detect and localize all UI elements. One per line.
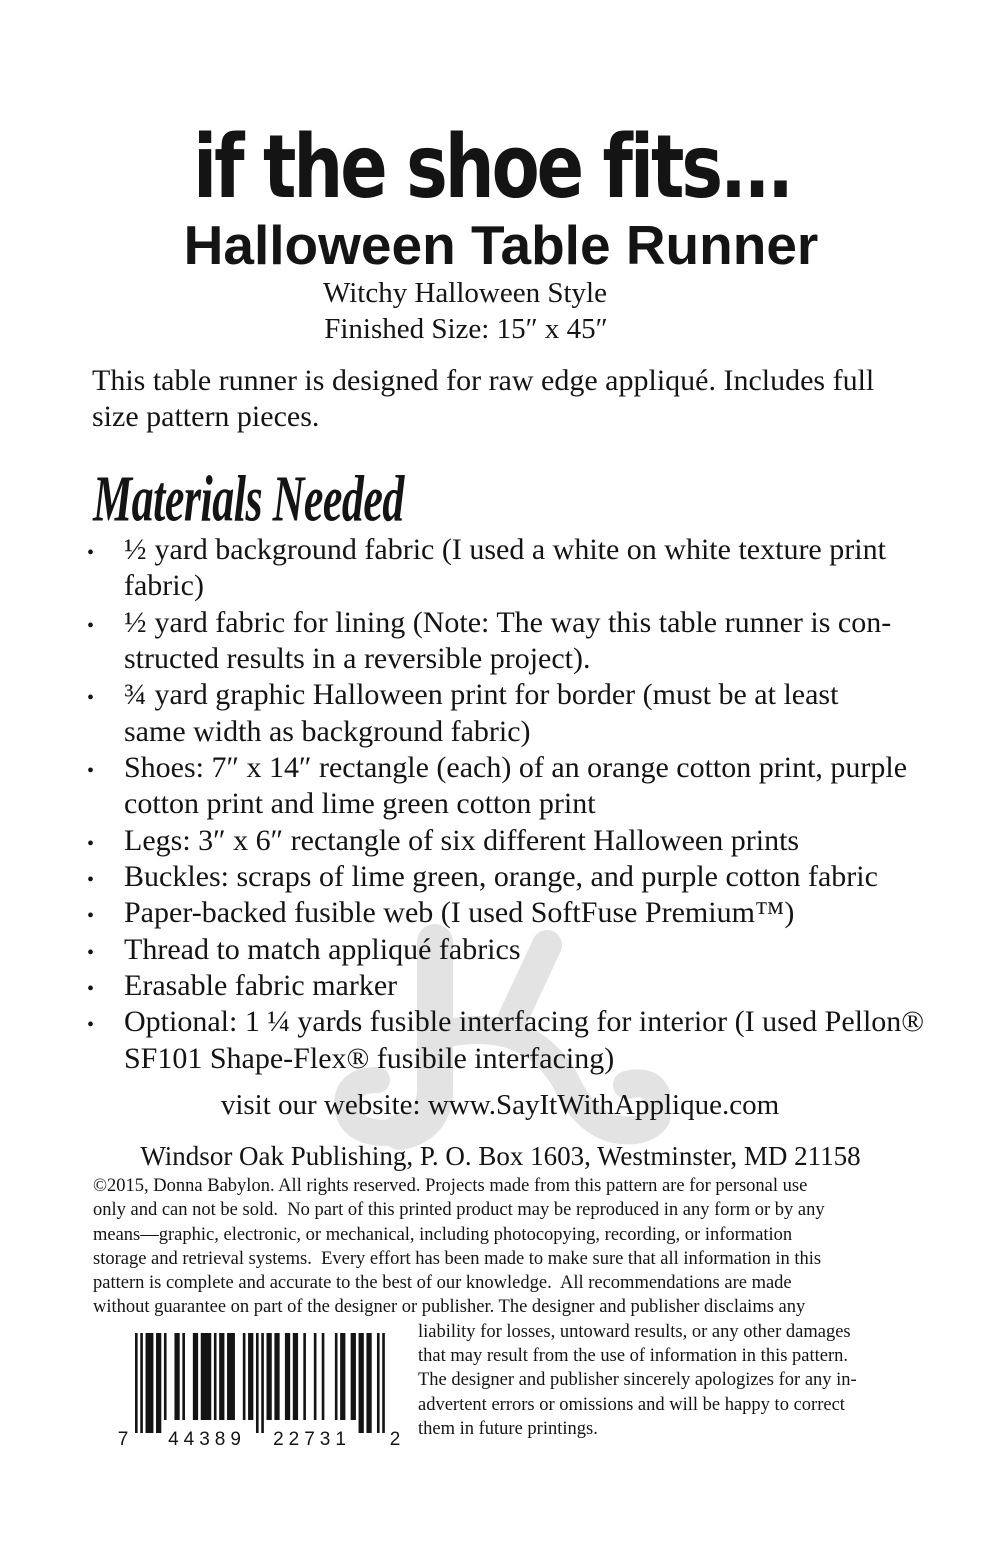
item-line: Thread to match appliqué fabrics xyxy=(124,932,521,966)
item-line: SF101 Shape-Flex® fusibile interfacing) xyxy=(124,1041,615,1075)
materials-item xyxy=(0,750,1000,823)
item-line: Shoes: 7″ x 14″ rectangle (each) of an orange cotton print, purple xyxy=(124,751,908,785)
barcode-bar xyxy=(267,1333,272,1420)
materials-item xyxy=(0,859,1000,895)
barcode-bar xyxy=(248,1333,253,1420)
barcode-bar xyxy=(382,1333,385,1433)
barcode-bar xyxy=(322,1333,325,1420)
barcode-bar xyxy=(214,1333,217,1420)
barcode-bar xyxy=(314,1333,317,1420)
barcode-bar xyxy=(174,1333,179,1420)
bullet-dot: • xyxy=(87,832,95,855)
materials-list xyxy=(0,532,1000,1077)
style-line: Witchy Halloween Style xyxy=(323,277,607,309)
item-line: fabric) xyxy=(124,569,204,603)
bullet-dot: • xyxy=(87,869,95,892)
publisher-address: Windsor Oak Publishing, P. O. Box 1603, Westminster, MD 21158 xyxy=(140,1141,861,1171)
barcode-bar xyxy=(351,1333,356,1420)
barcode-bar xyxy=(285,1333,290,1420)
barcode-bar xyxy=(201,1333,212,1420)
item-fraction: ½ xyxy=(124,605,147,639)
bullet-dot: • xyxy=(87,542,95,564)
barcode-bar xyxy=(146,1333,154,1433)
materials-item xyxy=(0,605,1000,678)
barcode-bar xyxy=(243,1333,246,1420)
bullet-dot: • xyxy=(87,978,95,1001)
barcode-bar xyxy=(274,1333,279,1420)
materials-item xyxy=(0,1004,1000,1077)
barcode xyxy=(110,1325,410,1455)
barcode-bar xyxy=(227,1333,235,1420)
barcode-bar xyxy=(335,1333,338,1420)
item-fraction: ¾ xyxy=(124,678,147,712)
barcode-bar xyxy=(182,1333,185,1420)
item-line: Buckles: scraps of lime green, orange, and purple cotton fabric xyxy=(124,860,878,894)
item-line: same width as background fabric) xyxy=(124,714,531,748)
intro-line: size pattern pieces. xyxy=(92,400,320,433)
item-line-text: yard background fabric (I used a white on white texture print xyxy=(154,533,886,566)
copyright-line: The designer and publisher sincerely apologizes for any in- xyxy=(418,1370,857,1391)
barcode-bar xyxy=(193,1333,198,1420)
item-line: structed results in a reversible project). xyxy=(124,642,591,676)
item-line: Optional: 1 ¼ yards fusible interfacing for interior (I used Pellon® xyxy=(124,1005,925,1039)
materials-item xyxy=(0,677,1000,750)
item-line-text: yard fabric for lining (Note: The way this table runner is con- xyxy=(154,605,892,639)
copyright-line: means—graphic, electronic, or mechanical, including photocopying, recording, or information xyxy=(93,1224,793,1245)
bullet-dot: • xyxy=(87,687,95,710)
copyright-line: pattern is complete and accurate to the best of our knowledge. All recommendations are made xyxy=(93,1273,792,1294)
barcode-bar xyxy=(366,1333,371,1433)
barcode-bar xyxy=(156,1333,161,1433)
copyright-line: that may result from the use of information in this pattern. xyxy=(418,1346,849,1367)
barcode-digit: 7 xyxy=(117,1429,129,1450)
page-title: if the shoe fits... xyxy=(193,115,791,219)
barcode-bar xyxy=(377,1333,380,1433)
item-line xyxy=(124,677,1000,713)
barcode-bar xyxy=(359,1333,364,1433)
item-line: Legs: 3″ x 6″ rectangle of six different Halloween prints xyxy=(124,823,800,857)
materials-item xyxy=(0,968,1000,1004)
copyright-line: without guarantee on part of the designer or publisher. The designer and publisher disclaims any xyxy=(93,1297,806,1318)
barcode-bar xyxy=(164,1333,167,1420)
item-line: Erasable fabric marker xyxy=(124,969,398,1003)
materials-item xyxy=(0,823,1000,859)
item-fraction: ½ xyxy=(124,533,147,566)
page-subtitle: Halloween Table Runner xyxy=(183,214,819,276)
materials-item xyxy=(0,532,1000,605)
item-line xyxy=(124,532,1000,568)
materials-item xyxy=(0,932,1000,968)
barcode-bar xyxy=(340,1333,345,1420)
copyright-line: them in future printings. xyxy=(418,1418,598,1439)
bullet-dot: • xyxy=(87,941,95,964)
materials-heading: Materials Needed xyxy=(93,462,404,536)
copyright-line: storage and retrieval systems. Every effort has been made to make sure that all information in this xyxy=(93,1248,822,1269)
barcode-bar xyxy=(303,1333,306,1420)
item-line-text: yard graphic Halloween print for border (must be at least xyxy=(154,678,839,712)
barcode-bar xyxy=(293,1333,298,1420)
barcode-bar xyxy=(140,1333,143,1433)
item-line: Paper-backed fusible web (I used SoftFuse Premium™) xyxy=(124,896,795,930)
materials-item xyxy=(0,895,1000,931)
website-line: visit our website: www.SayItWithApplique.com xyxy=(220,1089,780,1121)
bullet-dot: • xyxy=(87,905,95,928)
intro-paragraph xyxy=(92,363,874,435)
barcode-digit: 44389 xyxy=(168,1429,246,1450)
barcode-digit: 2 xyxy=(389,1429,401,1450)
barcode-bar xyxy=(135,1333,138,1433)
copyright-line: only and can not be sold. No part of this printed product may be reproduced in any form or by any xyxy=(93,1200,825,1221)
intro-line: This table runner is designed for raw edge appliqué. Includes full xyxy=(92,364,875,397)
item-line: cotton print and lime green cotton print xyxy=(124,787,596,821)
bullet-dot: • xyxy=(87,1014,95,1037)
copyright-line: ©2015, Donna Babylon. All rights reserved. Projects made from this pattern are for personal use xyxy=(93,1176,808,1196)
finished-size: Finished Size: 15″ x 45″ xyxy=(324,313,608,345)
item-line xyxy=(124,605,1000,641)
barcode-bar xyxy=(261,1333,264,1433)
barcode-bar xyxy=(219,1333,224,1420)
bullet-dot: • xyxy=(87,760,95,783)
copyright-line: liability for losses, untoward results, or any other damages xyxy=(418,1321,851,1342)
bullet-dot: • xyxy=(87,614,95,637)
copyright-line: advertent errors or omissions and will be happy to correct xyxy=(418,1394,845,1415)
barcode-bar xyxy=(256,1333,259,1433)
barcode-digit: 22731 xyxy=(273,1429,351,1450)
